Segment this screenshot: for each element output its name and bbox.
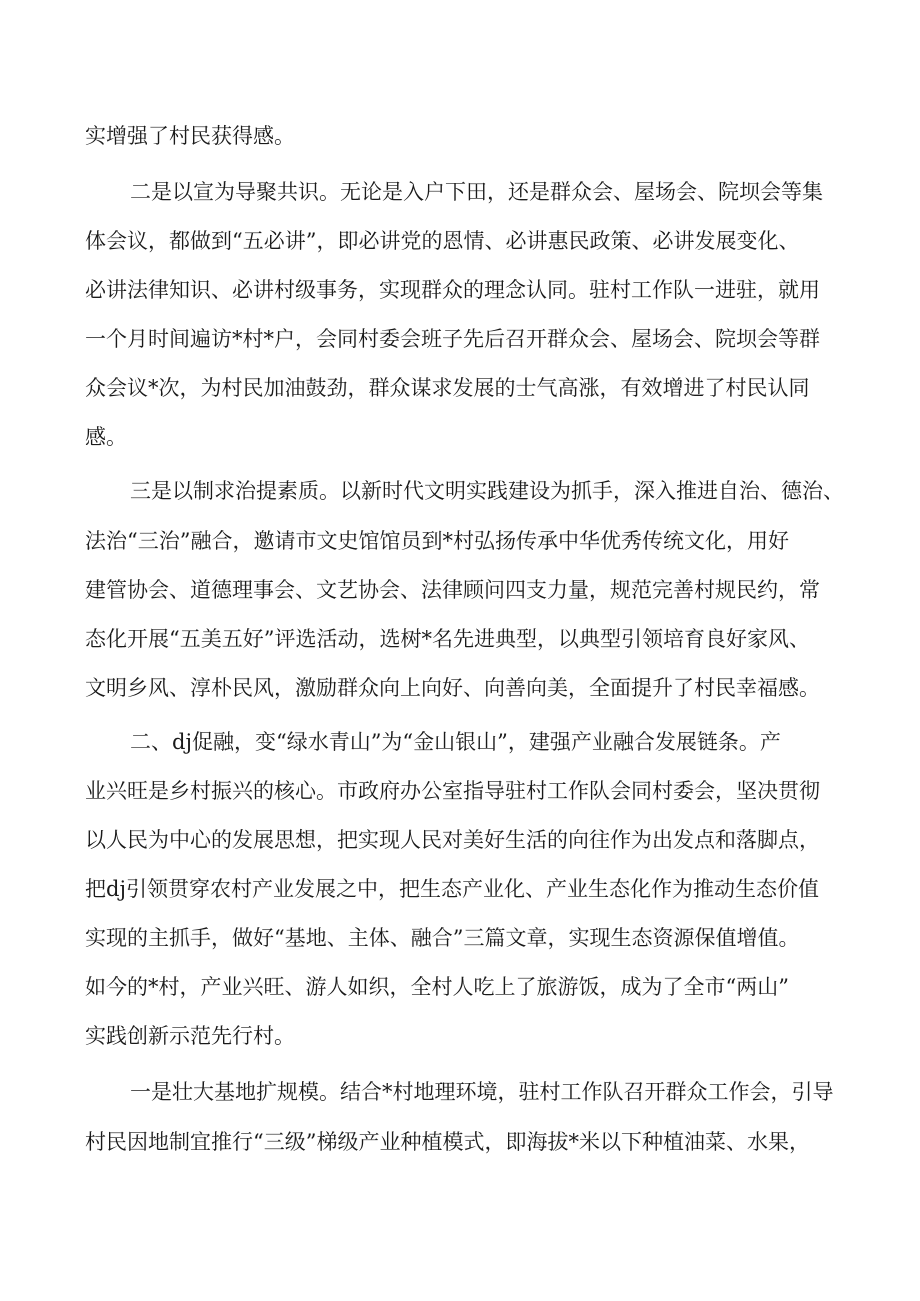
text-line: 一个月时间遍访*村*户，会同村委会班子先后召开群众会、屋场会、院坝会等群: [85, 327, 820, 351]
paragraph-start-line: 三是以制求治提素质。以新时代文明实践建设为抓手，深入推进自治、德治、: [130, 479, 844, 503]
text-line: 实现的主抓手，做好“基地、主体、融合”三篇文章，实现生态资源保值增值。: [85, 926, 800, 950]
section-heading-line: 二、dj促融，变“绿水青山”为“金山银山”，建强产业融合发展链条。产: [130, 730, 781, 754]
paragraph-start-line: 一是壮大基地扩规模。结合*村地理环境，驻村工作队召开群众工作会，引导: [130, 1080, 834, 1104]
text-line: 以人民为中心的发展思想，把实现人民对美好生活的向往作为出发点和落脚点，: [85, 828, 820, 852]
text-line: 实增强了村民获得感。: [85, 124, 295, 148]
text-line: 实践创新示范先行村。: [85, 1024, 295, 1048]
text-line: 众会议*次，为村民加油鼓劲，群众谋求发展的士气高涨，有效增进了村民认同: [85, 376, 810, 400]
text-line: 法治“三治”融合，邀请市文史馆馆员到*村弘扬传承中华优秀传统文化，用好: [85, 529, 789, 553]
text-line: 文明乡风、淳朴民风，激励群众向上向好、向善向美，全面提升了村民幸福感。: [85, 676, 820, 700]
text-line: 体会议，都做到“五必讲”，即必讲党的恩情、必讲惠民政策、必讲发展变化、: [85, 229, 800, 253]
paragraph-start-line: 二是以宣为导聚共识。无论是入户下田，还是群众会、屋场会、院坝会等集: [130, 180, 823, 204]
text-line: 把dj引领贯穿农村产业发展之中，把生态产业化、产业生态化作为推动生态价值: [85, 877, 819, 901]
text-line: 感。: [85, 425, 127, 449]
text-line: 业兴旺是乡村振兴的核心。市政府办公室指导驻村工作队会同村委会，坚决贯彻: [85, 779, 820, 803]
text-line: 必讲法律知识、必讲村级事务，实现群众的理念认同。驻村工作队一进驻，就用: [85, 278, 820, 302]
text-line: 如今的*村，产业兴旺、游人如织，全村人吃上了旅游饭，成为了全市“两山”: [85, 975, 789, 999]
text-line: 态化开展“五美五好”评选活动，选树*名先进典型，以典型引领培育良好家风、: [85, 627, 810, 651]
text-line: 村民因地制宜推行“三级”梯级产业种植模式，即海拔*米以下种植油菜、水果，: [85, 1130, 810, 1154]
text-line: 建管协会、道德理事会、文艺协会、法律顾问四支力量，规范完善村规民约，常: [85, 578, 820, 602]
